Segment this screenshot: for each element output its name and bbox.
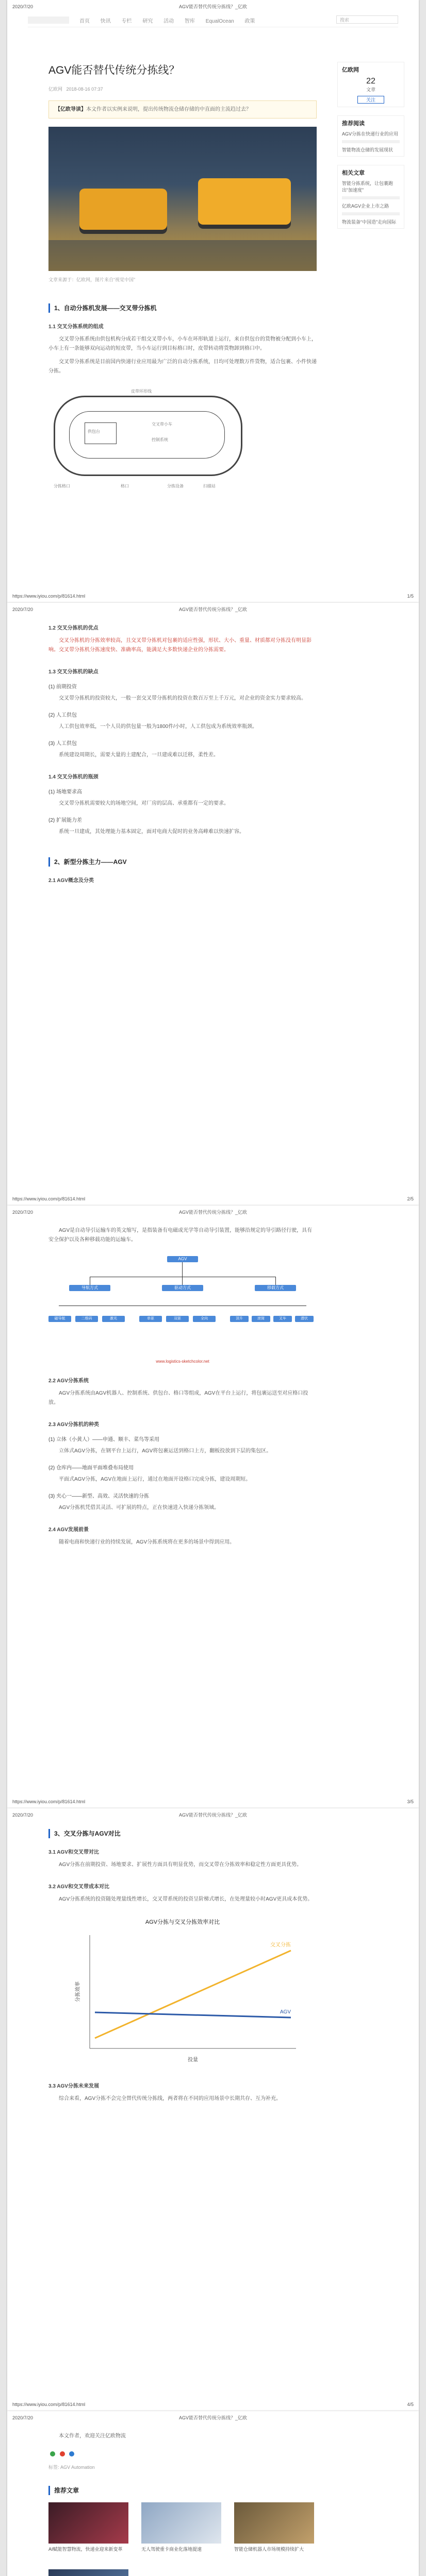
tree-node: 导航方式 (81, 1285, 98, 1290)
paragraph: 交叉带分拣系统由供包机构分成若干组交叉带小车，小车在环形轨道上运行，来自供包台的货物被分配到小车上，小车上有一条能够双向运动的短皮带，当小车运行到目标格口时，皮带转动将货物卸到格口中。 (48, 336, 317, 351)
tree-node: 全向 (201, 1317, 208, 1320)
diagram-label: 格口 (121, 484, 129, 488)
print-doc-title: AGV能否替代传统分拣线？_亿欧 (178, 607, 247, 612)
nav-link[interactable]: 快讯 (100, 19, 111, 24)
tree-node: 滚筒 (257, 1317, 265, 1320)
paragraph: 立体式AGV分拣，在钢平台上运行，AGV将包裹运送到格口上方，翻板投放到下层的集包区。 (59, 1448, 272, 1454)
tag-link[interactable]: Automation (71, 2465, 95, 2470)
print-footer (7, 1797, 419, 1806)
hot-link[interactable]: 物流装备“中国造”走向国际 (342, 219, 396, 225)
subsection-heading: 2.1 AGV概念及分类 (48, 878, 94, 884)
paragraph: 交叉带分拣系统是目前国内快递行业应用最为广泛的自动分拣系统，日均可处理数万件货物，适合包裹、小件快递分拣。 (48, 359, 317, 374)
recommend-heading: 推荐文章 (48, 2486, 317, 2495)
print-url: https://www.iyiou.com/p/81614.html (12, 1799, 86, 1804)
related-box (337, 115, 404, 157)
tree-node: 双驱 (174, 1317, 181, 1320)
recommend-image (48, 2502, 128, 2544)
x-axis-label: 投量 (188, 2057, 198, 2063)
search-input[interactable]: 搜索 (336, 15, 398, 24)
chart-title: AGV分拣与交叉分拣效率对比 (145, 1919, 220, 1925)
tree-node: 激光 (110, 1317, 117, 1320)
tree-node: 潜伏 (301, 1317, 308, 1320)
summary-label: 【亿欧导读】 (55, 107, 86, 112)
chart-svg (48, 1914, 317, 2069)
print-date: 2020/7/20 (12, 4, 34, 9)
cross-belt-diagram (48, 385, 255, 499)
print-page-4 (7, 1808, 419, 2411)
tree-node: 磁导航 (54, 1317, 65, 1320)
article-main (48, 1226, 317, 1547)
tree-node: 驱动方式 (174, 1285, 191, 1290)
y-axis-label: 分拣效率 (75, 1981, 81, 2002)
author-name[interactable]: 亿欧网 (342, 67, 359, 73)
tree-node: 叉车 (279, 1317, 286, 1320)
paragraph: 交叉带分拣机需要较大的场地空间，对厂房的层高、承重都有一定的要求。 (59, 801, 229, 806)
print-header (7, 1810, 419, 1820)
paragraph: 综合来看，AGV分拣不会完全替代传统分拣线，两者将在不同的应用场景中长期共存、互为补充。 (59, 2096, 282, 2102)
recommend-title[interactable]: 无人驾驶重卡商业化落地提速 (141, 2547, 202, 2552)
nav-link[interactable]: 研究 (142, 19, 153, 24)
diagram-label: 皮带环形线 (131, 389, 152, 394)
author-count-label: 文章 (366, 87, 375, 92)
print-header (7, 605, 419, 614)
tree-node: 单驱 (147, 1317, 154, 1320)
paragraph: 系统一旦建成，其处理能力基本固定，面对电商大促时的业务高峰难以快速扩容。 (59, 829, 244, 835)
paragraph: 人工供包效率低，一个人员的供包量一般为1800件/小时，人工供包成为系统效率瓶颈。 (59, 724, 258, 730)
diagram-label: 分拣设备 (167, 484, 184, 488)
print-date: 2020/7/20 (12, 1812, 34, 1818)
print-date: 2020/7/20 (12, 607, 34, 612)
article-title: AGV能否替代传统分拣线？ (48, 64, 180, 76)
print-url: https://www.iyiou.com/p/81614.html (12, 2402, 86, 2407)
watermark-text: www.logistics-sketchcolor.net (156, 1359, 209, 1364)
nav-link[interactable]: 专栏 (121, 19, 132, 24)
subsection-heading: 2.3 AGV分拣机的种类 (48, 1422, 99, 1428)
subsection-heading: 1.3 交叉分拣机的缺点 (48, 669, 99, 675)
follow-button[interactable]: 关注 (357, 96, 384, 104)
series-label: AGV (280, 2009, 291, 2015)
related-title: 推荐阅读 (342, 121, 365, 127)
article-main (48, 623, 317, 884)
paragraph: 系统建设周期长，需要大量的土建配合，一旦建成难以迁移，柔性差。 (59, 752, 219, 758)
author-card (337, 62, 404, 107)
article-meta (48, 86, 317, 92)
article-main (48, 62, 317, 499)
print-header (7, 2, 419, 11)
section-heading: 3、交叉分拣与AGV对比 (48, 1829, 317, 1838)
diagram-label: 供包台 (88, 429, 100, 434)
nav-link[interactable]: 活动 (163, 19, 174, 24)
subsection-heading: 2.4 AGV发展前景 (48, 1527, 89, 1533)
paragraph: AGV分拣系统由AGV机器人、控制系统、供包台、格口等组成，AGV在平台上运行，将包裹运送至对应格口投放。 (48, 1391, 308, 1405)
hot-link[interactable]: 智能分拣系统，让包裹跑出“加速度” (342, 181, 394, 193)
subsection-heading: 3.2 AGV和交叉带成本对比 (48, 1884, 109, 1890)
diagram-label: 交叉带小车 (152, 422, 172, 427)
related-link[interactable]: AGV分拣在快递行业的应用 (342, 131, 399, 137)
paragraph: 随着电商和快递行业的持续发展，AGV分拣系统将在更多的场景中得到应用。 (59, 1539, 235, 1545)
list-heading: (2) 扩展能力差 (48, 818, 82, 823)
tree-node: 二维码 (81, 1317, 92, 1320)
print-footer (7, 2400, 419, 2409)
hot-title: 相关文章 (342, 170, 365, 176)
paragraph-highlight: 交叉分拣机的分拣效率较高，且交叉带分拣机对包裹的适应性强，形状、大小、重量、材质都对分拣没有明显影响。交叉带分拣机分拣速度快、准确率高，能满足大多数快递企业的分拣需要。 (48, 638, 312, 653)
tag-link[interactable]: AGV (60, 2465, 71, 2470)
subsection-heading: 1.1 交叉分拣系统的组成 (48, 324, 104, 330)
author-article-count: 22 (366, 77, 375, 86)
qq-icon[interactable] (69, 2451, 74, 2456)
print-doc-title: AGV能否替代传统分拣线？_亿欧 (178, 1210, 247, 1215)
list-heading: (1) 前期投资 (48, 684, 77, 690)
agv-classification-tree (48, 1254, 317, 1357)
article-main (48, 2432, 317, 2576)
print-header (7, 1208, 419, 1217)
chart-series-group (95, 1941, 291, 2038)
nav-link[interactable]: 首页 (79, 19, 90, 24)
list-heading: (1) 立体（小黄人）——申通、顺丰、菜鸟等采用 (48, 1437, 159, 1443)
article-main (48, 1829, 317, 2104)
print-date: 2020/7/20 (12, 1210, 34, 1215)
paragraph: AGV分拣机凭借其灵活、可扩展的特点，正在快速进入快递分拣领域。 (59, 1505, 220, 1511)
efficiency-chart (48, 1914, 317, 2069)
paragraph: AGV分拣系统的投资随处理量线性增长，交叉带系统的投资呈阶梯式增长，在处理量较小时AGV更具成本优势。 (59, 1896, 313, 1902)
print-page-number: 2/5 (407, 1196, 414, 1201)
nav-link[interactable]: EqualOcean (205, 19, 234, 24)
print-url: https://www.iyiou.com/p/81614.html (12, 1196, 86, 1201)
print-doc-title: AGV能否替代传统分拣线？_亿欧 (178, 2415, 247, 2420)
subsection-heading: 1.4 交叉分拣机的瓶颈 (48, 774, 99, 780)
paragraph: 平面式AGV分拣，AGV在地面上运行，通过在地面开设格口完成分拣，建设周期短。 (59, 1477, 251, 1482)
recommend-card[interactable] (48, 2569, 128, 2576)
recommend-card[interactable] (234, 2502, 314, 2553)
list-heading: (1) 场地要求高 (48, 789, 82, 795)
diagram-label: 扫描站 (203, 484, 216, 488)
recommend-card[interactable] (48, 2502, 128, 2553)
nav-link[interactable]: 政策 (244, 19, 255, 24)
article-date: 2018-08-16 07:37 (66, 87, 103, 92)
print-footer (7, 1194, 419, 1204)
recommend-title[interactable]: AI赋能智慧物流，快递业迎来新变革 (48, 2547, 123, 2552)
list-heading: (3) 夹心一——新型、高效、灵活快速的分拣 (48, 1494, 149, 1499)
site-logo[interactable] (28, 16, 69, 24)
paragraph: AGV是自动导引运输车的英文缩写，是指装备有电磁或光学等自动导引装置，能够沿规定的导引路径行驶，具有安全保护以及各种移载功能的运输车。 (48, 1228, 313, 1243)
share-bar (48, 2451, 317, 2456)
print-url: https://www.iyiou.com/p/81614.html (12, 594, 86, 599)
print-page-3 (7, 1206, 419, 1808)
article-hero-image (48, 127, 317, 271)
diagram-label: 分拣格口 (54, 484, 70, 488)
paragraph: 交叉带分拣机的投资较大，一般一套交叉带分拣机的投资在数百万至上千万元，对企业的资金实力要求较高。 (59, 696, 306, 701)
hot-link[interactable]: 亿欧AGV企业上市之路 (342, 204, 389, 209)
tags-row: 标签: AGV Automation (48, 2465, 95, 2470)
print-page-2 (7, 603, 419, 1206)
recommend-title[interactable]: 智能仓储机器人市场规模持续扩大 (234, 2547, 304, 2552)
print-date: 2020/7/20 (12, 2415, 34, 2420)
tree-node: AGV (178, 1257, 187, 1261)
tags-label: 标签 (48, 2465, 58, 2470)
nav-links (79, 16, 265, 24)
top-nav (28, 13, 398, 27)
print-page-1 (7, 0, 419, 603)
print-page-number: 1/5 (407, 594, 414, 599)
summary-text: 本文作者以实例来说明，提出传统物流仓储存储的中直面的主流趋过去？ (86, 107, 251, 112)
list-heading: (2) 仓库内——地面平面堆叠布局使用 (48, 1465, 134, 1471)
subsection-heading: 3.3 AGV分拣未来发展 (48, 2083, 99, 2089)
section-heading: 1、自动分拣机发展——交叉带分拣机 (48, 303, 317, 313)
tree-node: 顶升 (236, 1317, 243, 1320)
recommend-image (48, 2569, 128, 2576)
hot-box (337, 165, 404, 229)
recommend-image (141, 2502, 221, 2544)
related-link[interactable]: 智能物流仓储的发展现状 (342, 147, 394, 152)
print-page-number: 4/5 (407, 2402, 414, 2407)
diagram-label: 控制系统 (152, 437, 168, 442)
article-summary (48, 100, 317, 118)
recommend-grid (48, 2502, 317, 2576)
print-doc-title: AGV能否替代传统分拣线？_亿欧 (178, 4, 247, 9)
weibo-icon[interactable] (60, 2451, 65, 2456)
print-footer (7, 591, 419, 601)
subsection-heading: 3.1 AGV和交叉带对比 (48, 1850, 99, 1855)
tree-node: 移载方式 (267, 1285, 284, 1290)
subsection-heading: 2.2 AGV分拣系统 (48, 1378, 89, 1384)
nav-link[interactable]: 智库 (184, 19, 195, 24)
paragraph: AGV分拣在前期投资、场地要求、扩展性方面具有明显优势，而交叉带在分拣效率和稳定性方面更具优势。 (59, 1862, 302, 1868)
recommend-card[interactable] (141, 2502, 221, 2553)
paragraph: 本文作者，欢迎关注亿欧物流 (59, 2433, 126, 2439)
section-heading: 2、新型分拣主力——AGV (48, 857, 317, 867)
series-line (95, 2012, 291, 2018)
list-heading: (2) 人工供包 (48, 713, 77, 718)
series-line (95, 1951, 291, 2038)
print-page-number: 3/5 (407, 1799, 414, 1804)
print-page-5 (7, 2411, 419, 2576)
print-header (7, 2413, 419, 2422)
wechat-icon[interactable] (50, 2451, 55, 2456)
article-author[interactable]: 亿欧网 (48, 87, 63, 92)
print-doc-title: AGV能否替代传统分拣线？_亿欧 (178, 1812, 247, 1818)
recommend-image (234, 2502, 314, 2544)
image-caption: 文章来源于：亿欧网，图片来自“视觉中国” (48, 277, 135, 282)
subsection-heading: 1.2 交叉分拣机的优点 (48, 625, 99, 631)
sidebar (337, 62, 404, 229)
list-heading: (3) 人工供包 (48, 741, 77, 747)
series-label: 交叉分拣 (270, 1942, 291, 1948)
